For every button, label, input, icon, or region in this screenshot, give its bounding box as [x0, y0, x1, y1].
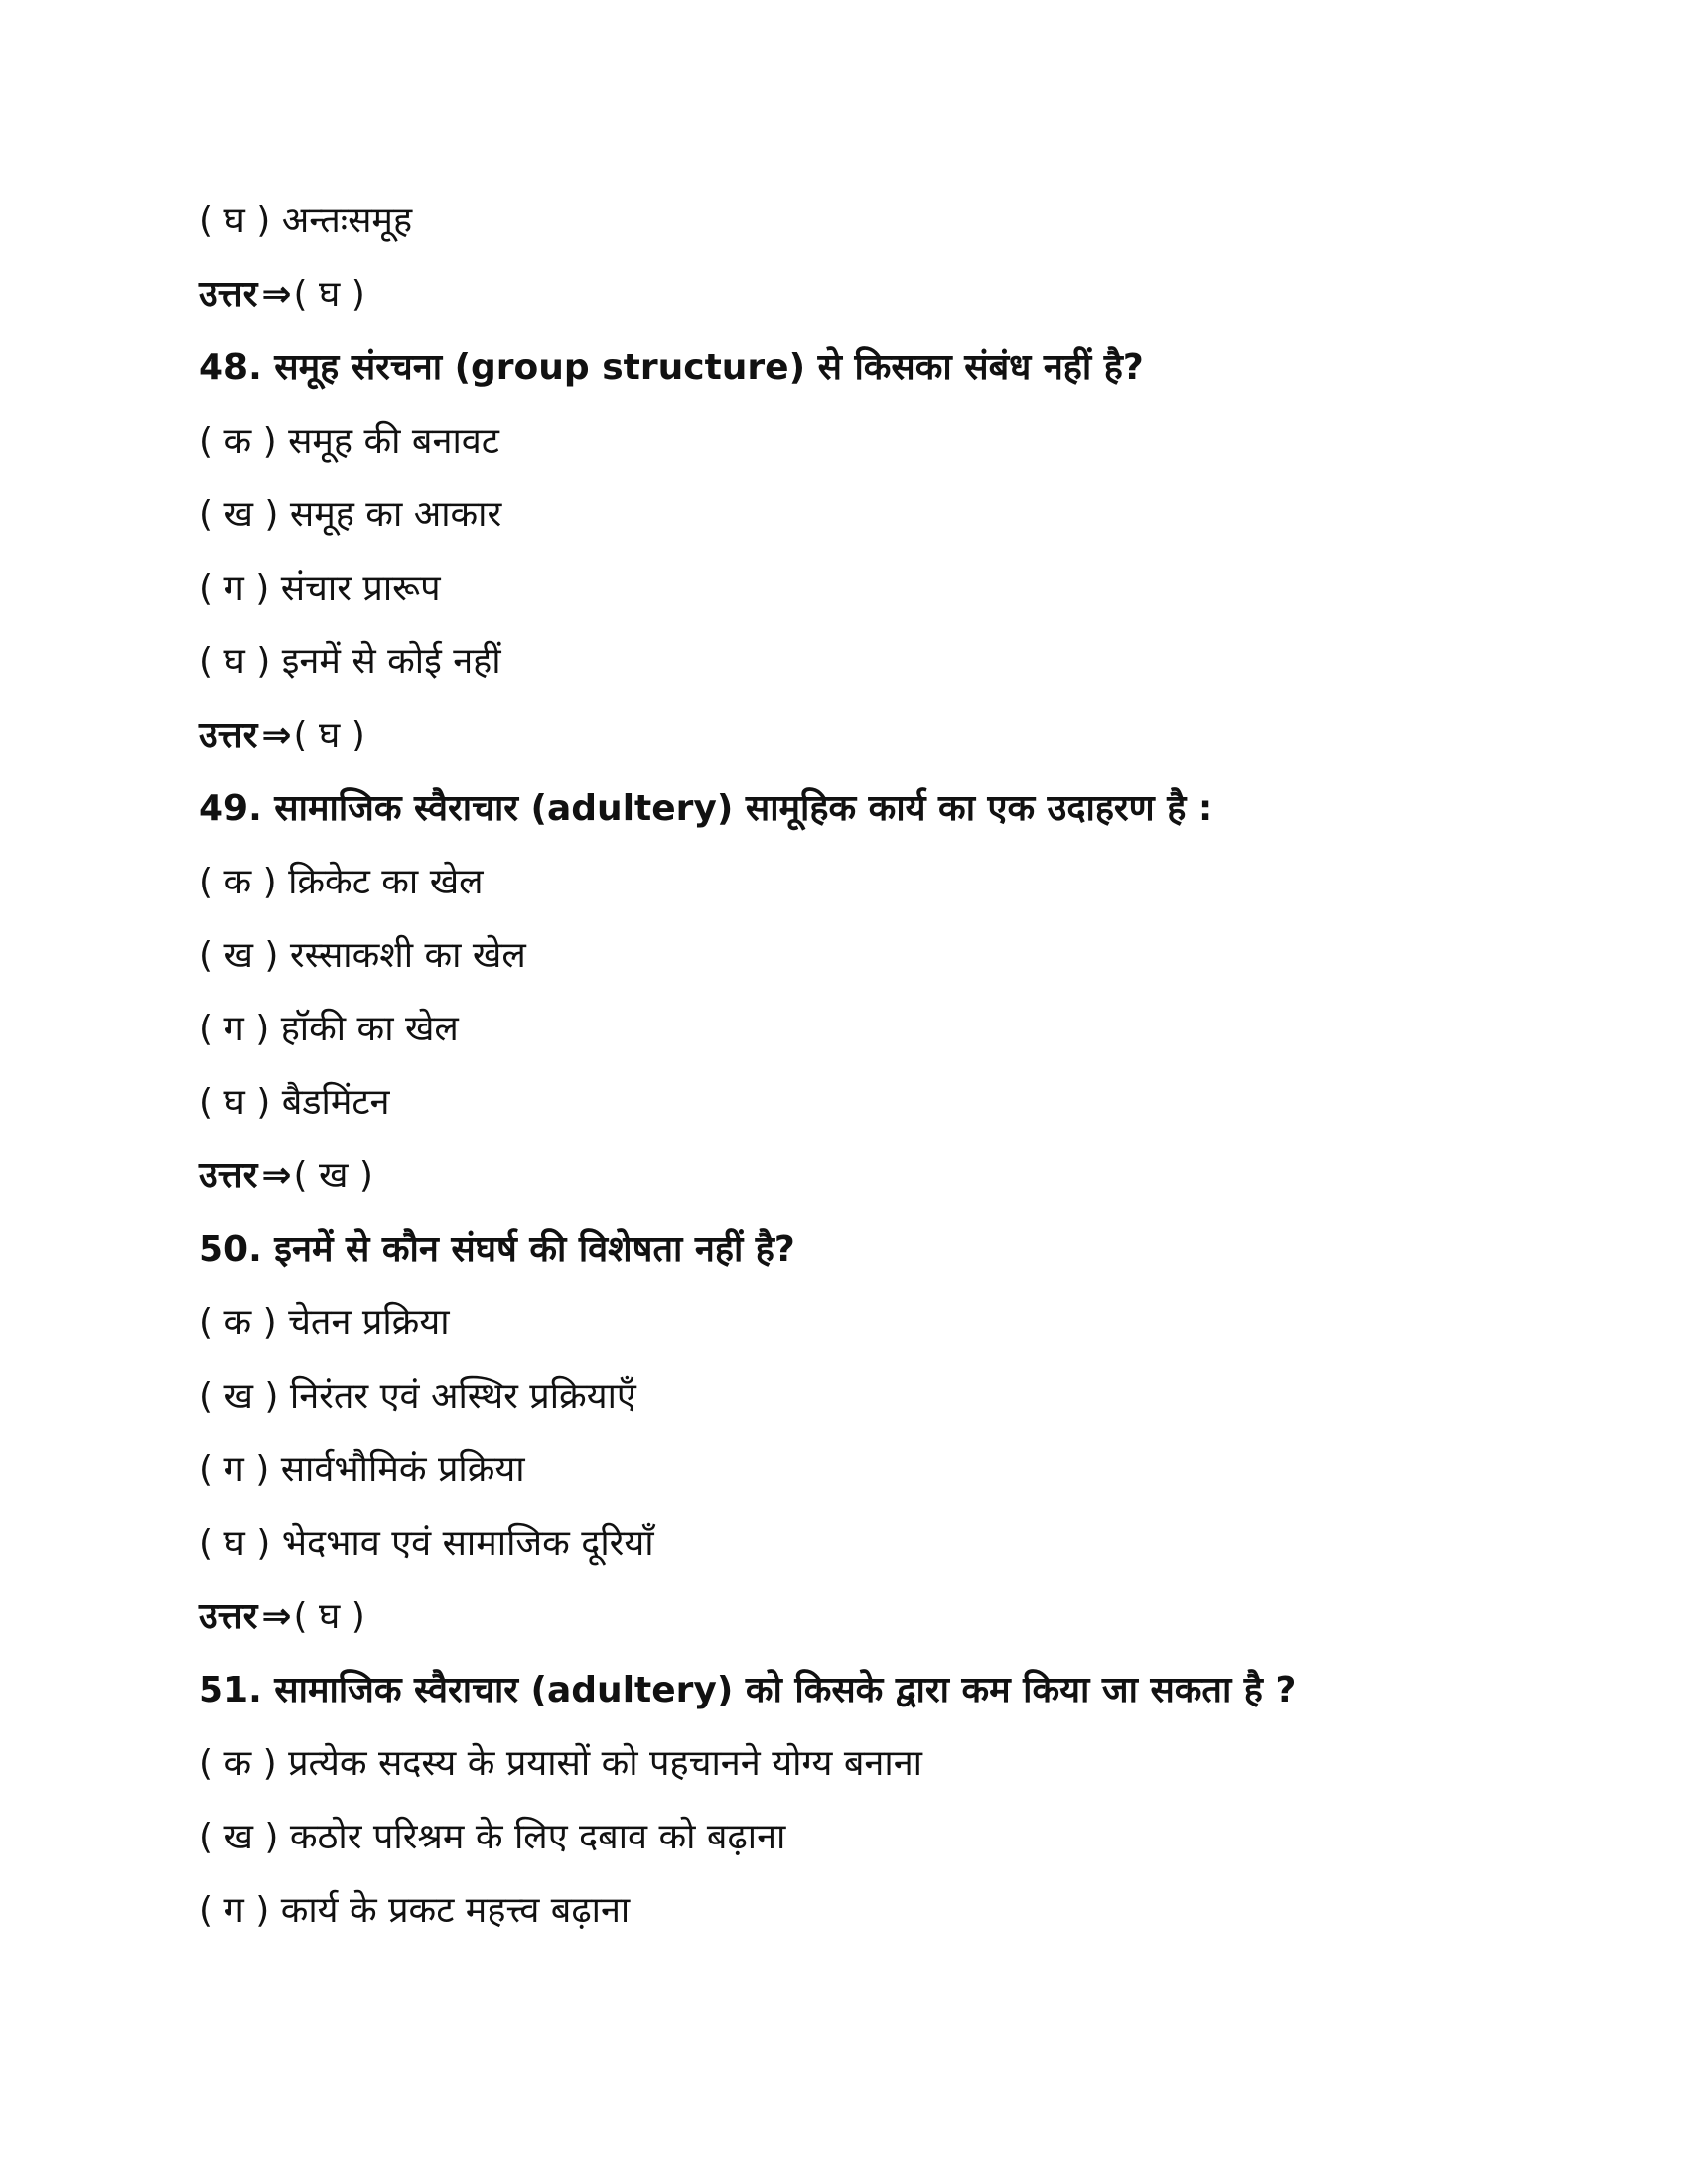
option-text: ( घ ) भेदभाव एवं सामाजिक दूरियाँ — [199, 1523, 654, 1564]
question-text: 50. इनमें से कौन संघर्ष की विशेषता नहीं है? — [199, 1229, 795, 1270]
option-text: ( ख ) रस्साकशी का खेल — [199, 935, 526, 976]
option-text: ( ग ) संचार प्रारूप — [199, 568, 441, 609]
option-text: ( ग ) सार्वभौमिकं प्रक्रिया — [199, 1449, 525, 1490]
option-text: ( घ ) बैडमिंटन — [199, 1082, 390, 1123]
question-text: 48. समूह संरचना (group structure) से किसका संबंध नहीं है? — [199, 347, 1144, 388]
answer-line — [199, 1150, 1489, 1223]
option-text: ( क ) क्रिकेट का खेल — [199, 862, 484, 902]
answer-value: ( घ ) — [293, 715, 365, 755]
answer-line — [199, 709, 1489, 782]
option-text: ( ग ) हॉकी का खेल — [199, 1009, 459, 1049]
answer-line — [199, 1590, 1489, 1664]
answer-label: उत्तर — [199, 1596, 258, 1637]
option-text: ( क ) प्रत्येक सदस्य के प्रयासों को पहचानने योग्य बनाना — [199, 1743, 922, 1784]
document-page — [199, 195, 1489, 1958]
answer-value: ( घ ) — [293, 1596, 365, 1637]
option-text: ( घ ) इनमें से कोई नहीं — [199, 641, 501, 682]
answer-label: उत्तर — [199, 274, 258, 315]
option-text: ( क ) चेतन प्रक्रिया — [199, 1302, 450, 1343]
answer-label: उत्तर — [199, 1156, 258, 1196]
question-text: 49. सामाजिक स्वैराचार (adultery) सामूहिक कार्य का एक उदाहरण है : — [199, 788, 1213, 829]
arrow-icon: ⇒ — [261, 715, 292, 755]
option-text: ( ग ) कार्य के प्रकट महत्त्व बढ़ाना — [199, 1890, 631, 1931]
answer-label: उत्तर — [199, 715, 258, 755]
option-text: ( ख ) कठोर परिश्रम के लिए दबाव को बढ़ाना — [199, 1817, 786, 1857]
option-text: ( घ ) अन्तःसमूह — [199, 201, 413, 241]
option-text: ( ख ) निरंतर एवं अस्थिर प्रक्रियाएँ — [199, 1376, 636, 1417]
arrow-icon: ⇒ — [261, 1156, 292, 1196]
answer-line — [199, 268, 1489, 341]
answer-value: ( घ ) — [293, 274, 365, 315]
question-text: 51. सामाजिक स्वैराचार (adultery) को किसके द्वारा कम किया जा सकता है ? — [199, 1670, 1297, 1710]
option-text: ( क ) समूह की बनावट — [199, 421, 499, 462]
option-text: ( ख ) समूह का आकार — [199, 494, 502, 535]
arrow-icon: ⇒ — [261, 1596, 292, 1637]
arrow-icon: ⇒ — [261, 274, 292, 315]
answer-value: ( ख ) — [293, 1156, 373, 1196]
